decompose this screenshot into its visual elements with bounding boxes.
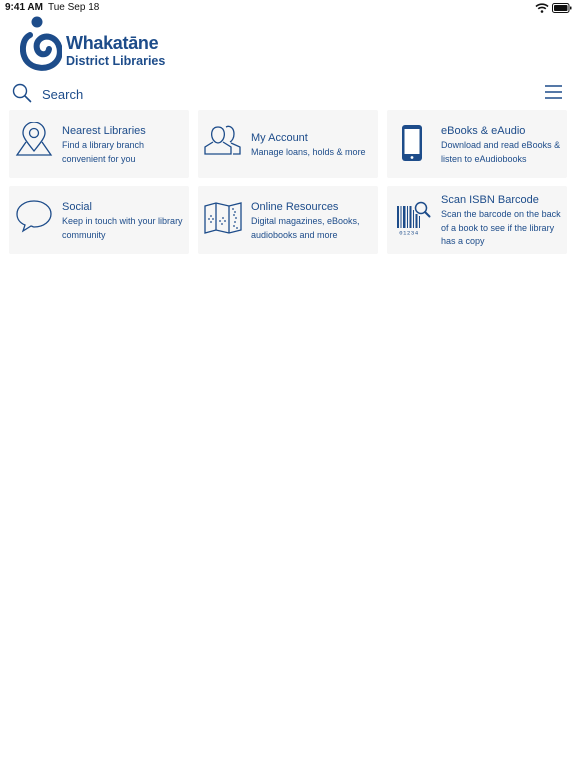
tile-title: Scan ISBN Barcode	[441, 194, 539, 206]
tile-description: Find a library branch convenient for you	[62, 140, 145, 164]
tile-nearest-libraries[interactable]	[9, 110, 189, 178]
wifi-icon	[535, 3, 549, 13]
barcode-scan-icon	[395, 200, 431, 236]
tile-description: Keep in touch with your library community	[62, 216, 183, 240]
status-bar	[0, 0, 576, 16]
tile-title: Online Resources	[251, 201, 339, 213]
tile-social[interactable]	[9, 186, 189, 254]
speech-bubble-icon	[15, 199, 53, 233]
tile-my-account[interactable]	[198, 110, 378, 178]
search-icon[interactable]	[12, 83, 32, 103]
logo-mark-icon	[20, 16, 62, 72]
tile-title: Social	[62, 201, 92, 213]
users-icon	[204, 123, 242, 157]
location-pin-icon	[14, 122, 54, 156]
logo-subtitle: District Libraries	[66, 54, 166, 68]
tile-scan-isbn-barcode[interactable]	[387, 186, 567, 254]
library-logo	[20, 16, 180, 72]
tile-description: Scan the barcode on the back of a book to see if the library has a copy	[441, 209, 561, 246]
tile-title: eBooks & eAudio	[441, 125, 526, 137]
barcode-digits: 01234	[399, 229, 419, 236]
status-time: 9:41 AM	[5, 2, 43, 13]
map-icon	[204, 201, 242, 235]
status-date: Tue Sep 18	[48, 2, 100, 13]
tile-description: Digital magazines, eBooks, audiobooks and more	[251, 216, 360, 240]
tile-ebooks-eaudio[interactable]	[387, 110, 567, 178]
logo-name: Whakatāne	[66, 33, 159, 53]
tile-title: My Account	[251, 132, 308, 144]
hamburger-menu-icon[interactable]	[545, 85, 562, 99]
tile-description: Download and read eBooks & listen to eAudiobooks	[441, 140, 561, 164]
tile-title: Nearest Libraries	[62, 125, 146, 137]
battery-icon	[552, 3, 572, 13]
tile-online-resources[interactable]	[198, 186, 378, 254]
tablet-icon	[401, 124, 423, 162]
tile-description: Manage loans, holds & more	[251, 147, 366, 157]
search-bar	[12, 82, 312, 106]
search-input[interactable]	[38, 84, 298, 104]
